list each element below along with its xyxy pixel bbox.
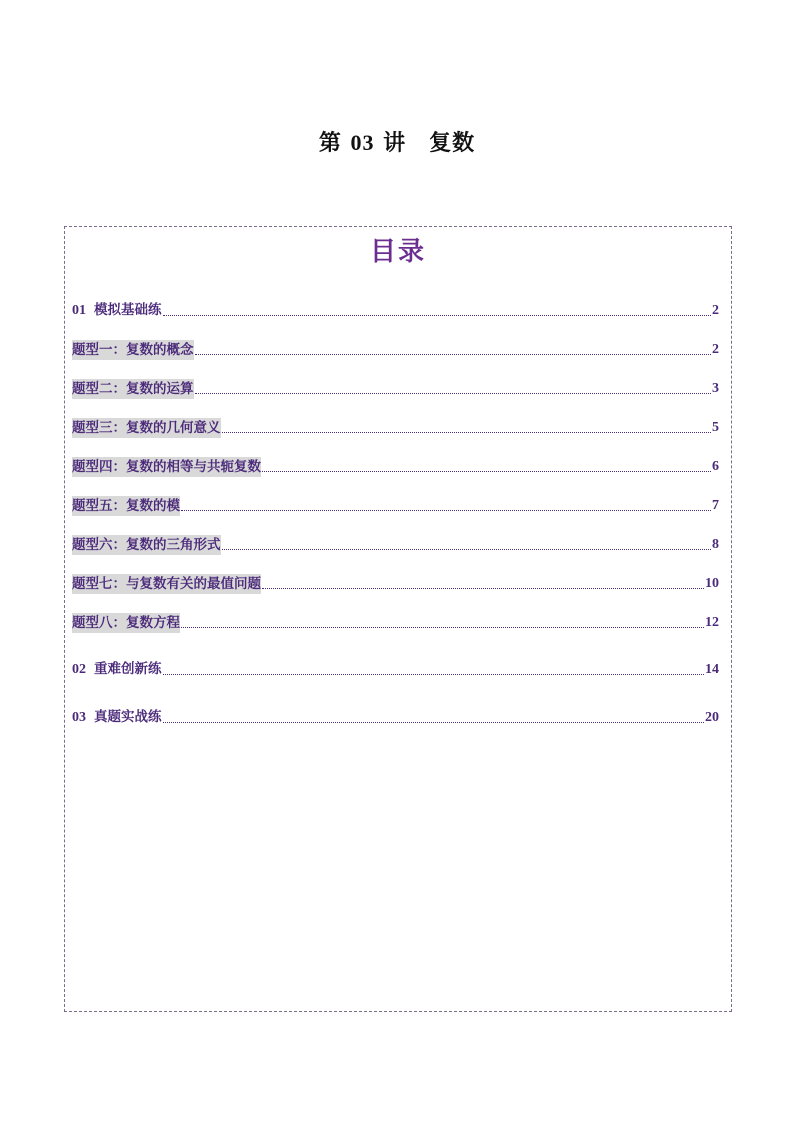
toc-entry-type-4[interactable]: [72, 457, 719, 477]
toc-entry-title: 题型八：复数方程: [72, 615, 180, 631]
title-number: 03: [350, 130, 375, 155]
toc-page-number: 2: [712, 342, 719, 357]
toc-page-number: 8: [712, 537, 719, 552]
toc-entry-type-5[interactable]: [72, 496, 719, 516]
leader-dots: [262, 587, 704, 589]
toc-entry-type-1[interactable]: [72, 340, 719, 360]
toc-entry-title: 题型二：复数的运算: [72, 381, 194, 397]
table-of-contents: [64, 226, 732, 1012]
toc-page-number: 12: [705, 615, 719, 630]
toc-entry-title: 题型三：复数的几何意义: [72, 420, 221, 436]
toc-entry-title: 题型五：复数的模: [72, 498, 180, 514]
toc-page-number: 2: [712, 303, 719, 318]
page-title: [0, 126, 794, 157]
toc-entry-label: [72, 659, 162, 680]
leader-dots: [163, 721, 705, 723]
leader-dots: [262, 470, 711, 472]
leader-dots: [195, 392, 712, 394]
toc-entry-type-2[interactable]: [72, 379, 719, 399]
toc-page-number: 5: [712, 420, 719, 435]
toc-page-number: 3: [712, 381, 719, 396]
toc-heading: 目录: [369, 237, 426, 267]
toc-page-number: 6: [712, 459, 719, 474]
toc-page-number: 7: [712, 498, 719, 513]
toc-entry-title: 题型六：复数的三角形式: [72, 537, 221, 553]
toc-entry-type-8[interactable]: [72, 613, 719, 633]
toc-entry-code: 02: [72, 662, 86, 677]
toc-entry-title: 题型一：复数的概念: [72, 342, 194, 358]
toc-entry-type-3[interactable]: [72, 418, 719, 438]
title-suffix: 讲 复数: [383, 131, 476, 156]
toc-entry-label: [72, 300, 162, 321]
toc-entry-title: 题型七：与复数有关的最值问题: [72, 576, 261, 592]
leader-dots: [195, 353, 712, 355]
leader-dots: [222, 548, 712, 550]
leader-dots: [222, 431, 712, 433]
toc-entry-simulation-basics[interactable]: [72, 301, 719, 321]
toc-entry-type-6[interactable]: [72, 535, 719, 555]
toc-entry-title: 模拟基础练: [94, 302, 162, 318]
toc-page-number: 10: [705, 576, 719, 591]
toc-entry-code: 03: [72, 710, 86, 725]
toc-entry-real-exams[interactable]: [72, 708, 719, 728]
toc-entry-title: 题型四：复数的相等与共轭复数: [72, 459, 261, 475]
toc-page-number: 20: [705, 710, 719, 725]
toc-entry-title: 重难创新练: [94, 661, 162, 677]
leader-dots: [163, 314, 712, 316]
leader-dots: [181, 509, 711, 511]
title-prefix: 第: [318, 131, 342, 156]
toc-entry-type-7[interactable]: [72, 574, 719, 594]
toc-entry-code: 01: [72, 303, 86, 318]
toc-entry-title: 真题实战练: [94, 709, 162, 725]
leader-dots: [163, 673, 705, 675]
toc-entry-hard-innovation[interactable]: [72, 660, 719, 680]
toc-entry-label: [72, 707, 162, 728]
leader-dots: [181, 626, 704, 628]
toc-page-number: 14: [705, 662, 719, 677]
